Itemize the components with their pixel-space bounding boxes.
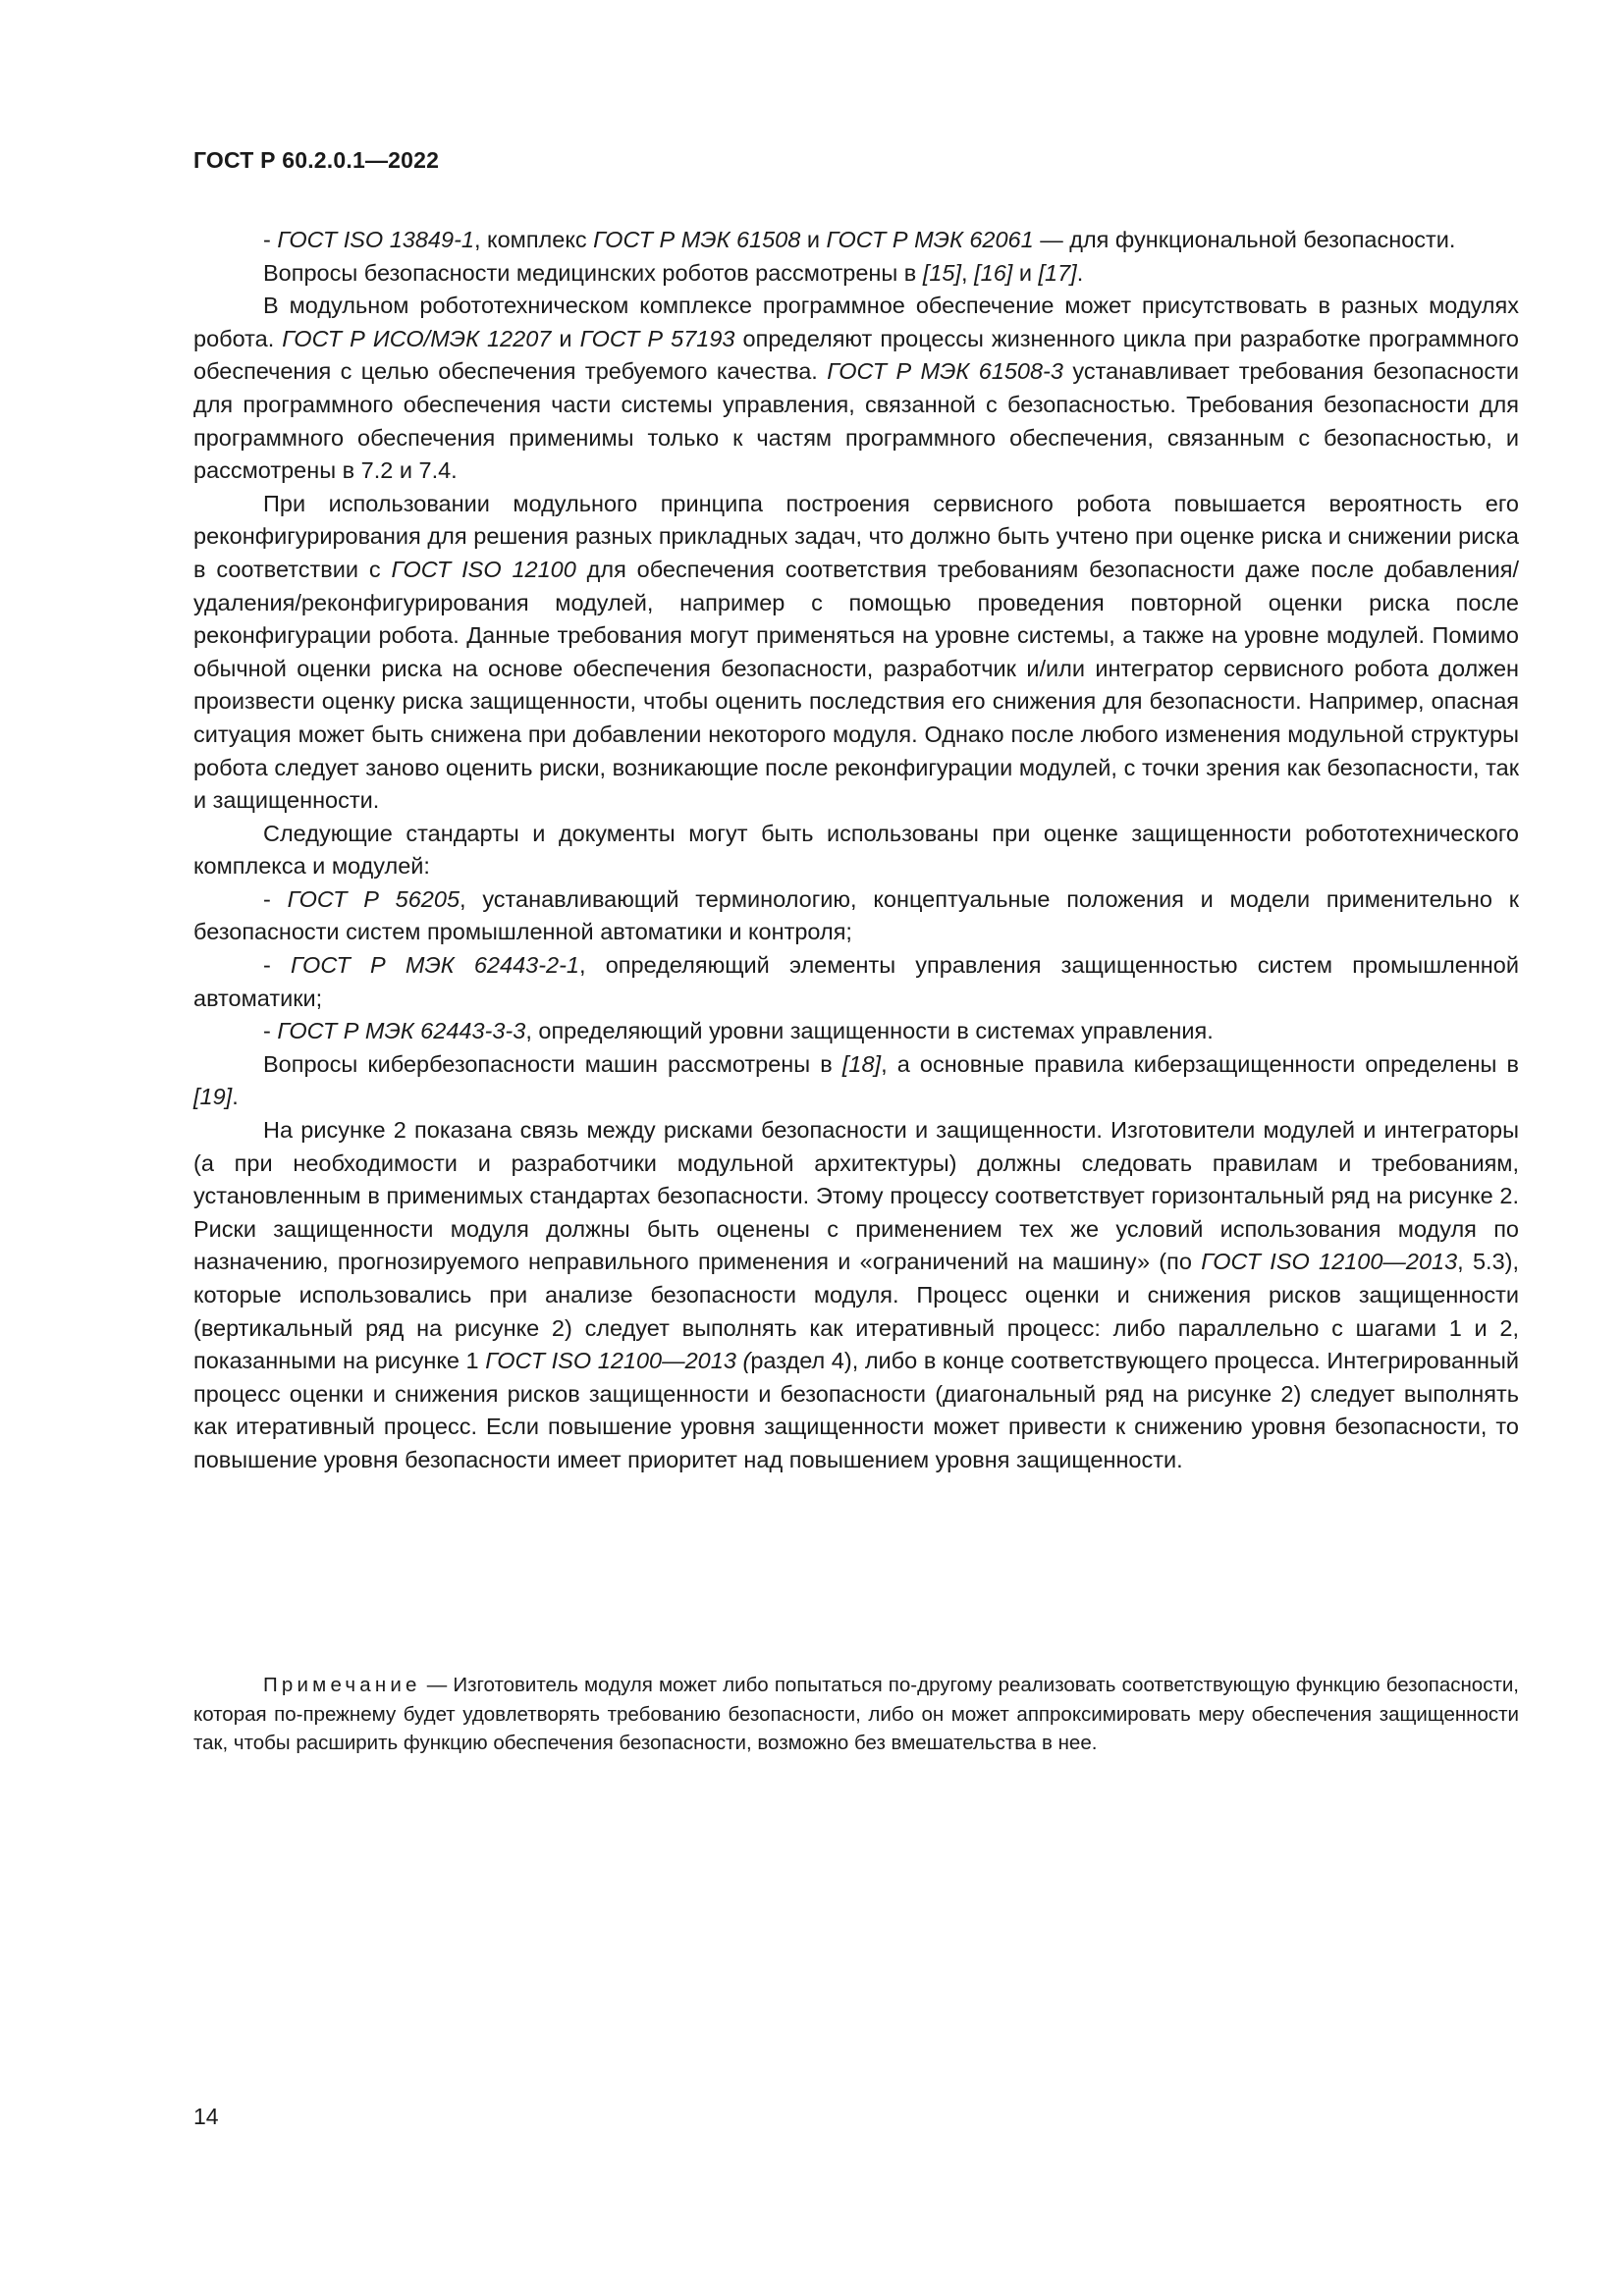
standard-reference: ГОСТ ISO 12100 bbox=[391, 556, 576, 582]
note-paragraph bbox=[193, 1671, 1519, 1758]
bibliography-reference: [16] bbox=[974, 259, 1013, 286]
paragraph-security-standards-intro: Следующие стандарты и документы могут быть использованы при оценке защищенности робототехнического комплекса и модулей: bbox=[193, 820, 1519, 880]
paragraph-functional-safety-standards: - ГОСТ ISO 13849-1, комплекс ГОСТ Р МЭК 61508 и ГОСТ Р МЭК 62061 — для функциональной безопасности. bbox=[263, 227, 1456, 252]
paragraph-reconfiguration: При использовании модульного принципа построения сервисного робота повышается вероятность его реконфигурирования для решения разных прикладных задач, что должно быть учтено при оценке риска и снижении риска в соответствии с ГОСТ ISO 12100 для обеспечения соответствия требованиям безопасности даже после добавления/удаления/реконфигурирования модулей, например с помощью проведения повторной оценки риска после реконфигурации робота. Данные требования могут применяться на уровне системы, а также на уровне модулей. Помимо обычной оценки риска на основе обеспечения безопасности, разработчик и/или интегратор сервисного робота должен произвести оценку риска защищенности, чтобы оценить последствия его снижения для безопасности. Например, опасная ситуация может быть снижена при добавлении некоторого модуля. Однако после любого изменения модульной структуры робота следует заново оценить риски, возникающие после реконфигурации модулей, с точки зрения как безопасности, так и защищенности. bbox=[193, 490, 1519, 814]
paragraph-medical-robots: Вопросы безопасности медицинских роботов рассмотрены в [15], [16] и [17]. bbox=[263, 259, 1084, 286]
standard-reference: ГОСТ Р МЭК 62443-3-3 bbox=[277, 1018, 526, 1044]
standard-reference: ГОСТ ISO 12100—2013 ( bbox=[485, 1348, 751, 1374]
list-item-gost-56205: - ГОСТ Р 56205, устанавливающий терминологию, концептуальные положения и модели применительно к безопасности систем промышленной автоматики и контроля; bbox=[193, 885, 1519, 945]
standard-reference: ГОСТ Р МЭК 61508-3 bbox=[827, 358, 1063, 385]
paragraph-figure-2-description: На рисунке 2 показана связь между рисками безопасности и защищенности. Изготовители модулей и интеграторы (а при необходимости и разработчики модульной архитектуры) должны следовать правилам и требованиям, установленным в применимых стандартах безопасности. Этому процессу соответствует горизонтальный ряд на рисунке 2. Риски защищенности модуля должны быть оценены с применением тех же условий использования модуля по назначению, прогнозируемого неправильного применения и «ограничений на машину» (по ГОСТ ISO 12100—2013, 5.3), которые использовались при анализе безопасности модуля. Процесс оценки и снижения рисков защищенности (вертикальный ряд на рисунке 2) следует выполнять как итеративный процесс: либо параллельно с шагами 1 и 2, показанными на рисунке 1 ГОСТ ISO 12100—2013 (раздел 4), либо в конце соответствующего процесса. Интегрированный процесс оценки и снижения рисков защищенности и безопасности (диагональный ряд на рисунке 2) следует выполнять как итеративный процесс. Если повышение уровня защищенности может привести к снижению уровня безопасности, то повышение уровня безопасности имеет приоритет над повышением уровня защищенности. bbox=[193, 1117, 1519, 1472]
paragraph-cybersecurity: Вопросы кибербезопасности машин рассмотрены в [18], а основные правила киберзащищенности определены в [19]. bbox=[193, 1050, 1519, 1110]
standard-reference: ГОСТ Р МЭК 61508 bbox=[593, 227, 801, 252]
list-item-iec-62443-3-3: - ГОСТ Р МЭК 62443-3-3, определяющий уровни защищенности в системах управления. bbox=[263, 1018, 1214, 1044]
standard-reference: ГОСТ Р 57193 bbox=[579, 325, 735, 351]
standard-reference: ГОСТ Р МЭК 62061 bbox=[826, 227, 1034, 252]
list-item-iec-62443-2-1: - ГОСТ Р МЭК 62443-2-1, определяющий элементы управления защищенностью систем промышленной автоматики; bbox=[193, 952, 1519, 1011]
main-text bbox=[193, 224, 1519, 1477]
standard-reference: ГОСТ Р 56205 bbox=[287, 885, 460, 912]
note-block bbox=[193, 1671, 1519, 1758]
bibliography-reference: [17] bbox=[1038, 259, 1077, 286]
bibliography-reference: [19] bbox=[193, 1084, 233, 1110]
standard-reference: ГОСТ ISO 12100—2013 bbox=[1201, 1249, 1458, 1275]
page-number: 14 bbox=[193, 2104, 219, 2129]
note-text: — Изготовитель модуля может либо попытаться по-другому реализовать соответствующую функцию безопасности, которая по-прежнему будет удовлетворять требованию безопасности, либо он может аппроксимировать меру обеспечения защищенности так, чтобы расширить функцию обеспечения безопасности, возможно без вмешательства в нее. bbox=[193, 1674, 1519, 1754]
bibliography-reference: [18] bbox=[841, 1050, 882, 1077]
standard-reference: ГОСТ ISO 13849-1 bbox=[277, 227, 474, 252]
bibliography-reference: [15] bbox=[922, 259, 962, 286]
standard-reference: ГОСТ Р МЭК 62443-2-1 bbox=[291, 952, 579, 979]
note-label: Примечание bbox=[263, 1674, 421, 1696]
document-header: ГОСТ Р 60.2.0.1—2022 bbox=[193, 147, 440, 173]
standard-reference: ГОСТ Р ИСО/МЭК 12207 bbox=[282, 325, 552, 351]
paragraph-software: В модульном робототехническом комплексе программное обеспечение может присутствовать в разных модулях робота. ГОСТ Р ИСО/МЭК 12207 и ГОСТ Р 57193 определяют процессы жизненного цикла при разработке программного обеспечения с целью обеспечения требуемого качества. ГОСТ Р МЭК 61508-3 устанавливает требования безопасности для программного обеспечения части системы управления, связанной с безопасностью. Требования безопасности для программного обеспечения применимы только к частям программного обеспечения, связанным с безопасностью, и рассмотрены в 7.2 и 7.4. bbox=[193, 293, 1519, 484]
